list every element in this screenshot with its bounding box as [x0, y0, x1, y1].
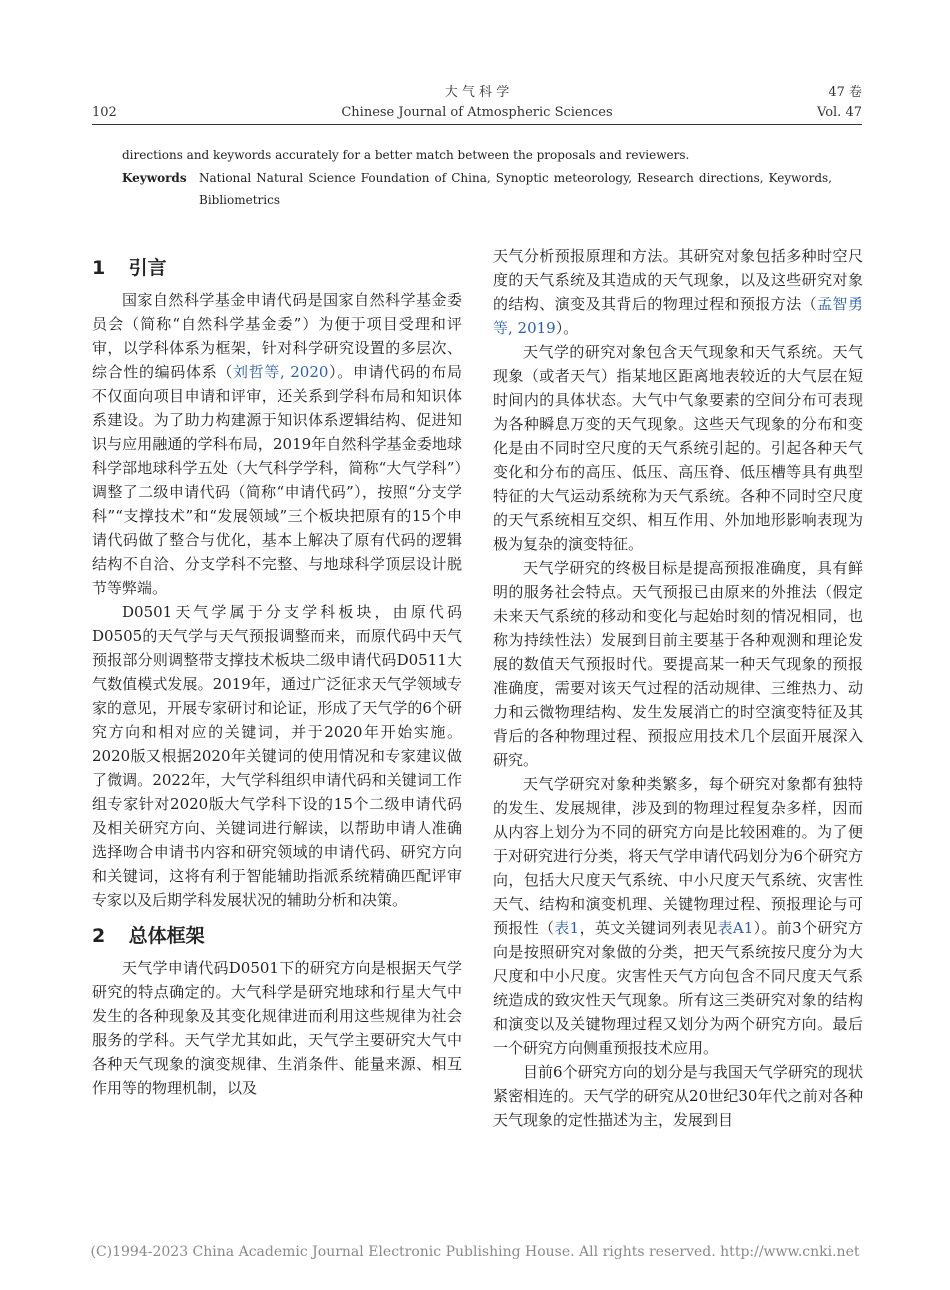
- section-1-title: 引言: [128, 257, 167, 279]
- citation-meng-2019[interactable]: 孟智勇等, 2019: [493, 295, 863, 337]
- copyright-footer: (C)1994-2023 China Academic Journal Electronic Publishing House. All rights reserved. http://www.cnki.net: [90, 1244, 860, 1260]
- section-2-paragraph-1-left: 天气学申请代码D0501下的研究方向是根据天气学研究的特点确定的。大气科学是研究地球和行星大气中发生的各种现象及其变化规律进而利用这些规律为社会服务的学科。天气学尤其如此，天气学主要研究大气中各种天气现象的演变规律、生消条件、能量来源、相互作用等的物理机制，以及: [92, 959, 462, 1097]
- section-1-number: 1: [92, 257, 106, 279]
- table-1-link[interactable]: 表1: [554, 919, 580, 937]
- keywords-label: Keywords: [122, 171, 187, 185]
- section-2-number: 2: [92, 925, 106, 947]
- section-2-heading: [92, 916, 462, 956]
- journal-title-cn: 大 气 科 学: [444, 85, 510, 100]
- section-2-title: 总体框架: [128, 925, 205, 947]
- abstract-tail: directions and keywords accurately for a better match between the proposals and reviewers.: [122, 148, 690, 162]
- section-2-paragraph-1-right: 天气分析预报原理和方法。其研究对象包括多种时空尺度的天气系统及其造成的天气现象，以及这些研究对象的结构、演变及其背后的物理过程和预报方法（孟智勇等, 2019）。: [493, 247, 863, 337]
- volume-en: Vol. 47: [817, 105, 862, 120]
- header-rule: [92, 124, 862, 125]
- keywords-text: National Natural Science Foundation of China, Synoptic meteorology, Research directions, Keywords, Bibliometrics: [199, 171, 832, 207]
- volume-cn: 47 卷: [828, 85, 862, 100]
- table-a1-link[interactable]: 表A1: [717, 919, 754, 937]
- section-1-paragraph-2: D0501天气学属于分支学科板块，由原代码D0505的天气学与天气预报调整而来，而原代码中天气预报部分则调整带支撑技术板块二级申请代码D0511大气数值模式发展。2019年，通过广泛征求天气学领域专家的意见，开展专家研讨和论证，形成了天气学的6个研究方向和相对应的关键词，并于2020年开始实施。2020版又根据2020年关键词的使用情况和专家建议做了微调。2022年，大气学科组织申请代码和关键词工作组专家针对2020版大气学科下设的15个二级申请代码及相关研究方向、关键词进行解读，以帮助申请人准确选择吻合申请书内容和研究领域的申请代码、研究方向和关键词，这将有利于智能辅助指派系统精确匹配评审专家以及后期学科发展状况的辅助分析和决策。: [92, 603, 462, 909]
- section-2-paragraph-3: 天气学研究的终极目标是提高预报准确度，具有鲜明的服务社会特点。天气预报已由原来的外推法（假定未来天气系统的移动和变化与起始时刻的情况相同，也称为持续性法）发展到目前主要基于各种观测和理论发展的数值天气预报时代。要提高某一种天气现象的预报准确度，需要对该天气过程的活动规律、三维热力、动力和云微物理结构、发生发展消亡的时空演变特征及其背后的各种物理过程、预报应用技术几个层面开展深入研究。: [493, 559, 863, 769]
- journal-title-en: Chinese Journal of Atmospheric Sciences: [341, 105, 613, 120]
- section-2-paragraph-2: 天气学的研究对象包含天气现象和天气系统。天气现象（或者天气）指某地区距离地表较近的大气层在短时间内的具体状态。大气中气象要素的空间分布可表现为各种瞬息万变的天气现象。这些天气现象的分布和变化是由不同时空尺度的天气系统引起的。引起各种天气变化和分布的高压、低压、高压脊、低压槽等具有典型特征的大气运动系统称为天气系统。各种不同时空尺度的天气系统相互交织、相互作用、外加地形影响表现为极为复杂的演变特征。: [493, 343, 863, 553]
- page-number: 102: [92, 105, 117, 120]
- section-1-heading: [92, 248, 462, 288]
- left-column: [92, 244, 462, 1100]
- section-1-paragraph-1: 国家自然科学基金申请代码是国家自然科学基金委员会（简称“自然科学基金委”）为便于项目受理和评审，以学科体系为框架，针对科学研究设置的多层次、综合性的编码体系（刘哲等, 2020）。申请代码的布局不仅面向项目申请和评审，还关系到学科布局和知识体系建设。为了助力构建源于知识体系逻辑结构、促进知识与应用融通的学科布局，2019年自然科学基金委地球科学部地球科学五处（大气科学学科，简称“大气学科”）调整了二级申请代码（简称“申请代码”），按照“分支学科”“支撑技术”和“发展领域”三个板块把原有的15个申请代码做了整合与优化，基本上解决了原有代码的逻辑结构不自洽、分支学科不完整、与地球科学顶层设计脱节等弊端。: [92, 291, 462, 597]
- right-column: [493, 244, 863, 1132]
- citation-liu-2020[interactable]: 刘哲等, 2020: [233, 363, 329, 381]
- section-2-paragraph-5: 目前6个研究方向的划分是与我国天气学研究的现状紧密相连的。天气学的研究从20世纪30年代之前对各种天气现象的定性描述为主，发展到目: [493, 1063, 863, 1129]
- section-2-paragraph-4: 天气学研究对象种类繁多，每个研究对象都有独特的发生、发展规律，涉及到的物理过程复杂多样，因而从内容上划分为不同的研究方向是比较困难的。为了便于对研究进行分类，将天气学申请代码划分为6个研究方向，包括大尺度天气系统、中小尺度天气系统、灾害性天气、结构和演变机理、关键物理过程、预报理论与可预报性（表1，英文关键词列表见表A1）。前3个研究方向是按照研究对象做的分类，把天气系统按尺度分为大尺度和中小尺度。灾害性天气方向包含不同尺度天气系统造成的致灾性天气现象。所有这三类研究对象的结构和演变以及关键物理过程又划分为两个研究方向。最后一个研究方向侧重预报技术应用。: [493, 775, 863, 1057]
